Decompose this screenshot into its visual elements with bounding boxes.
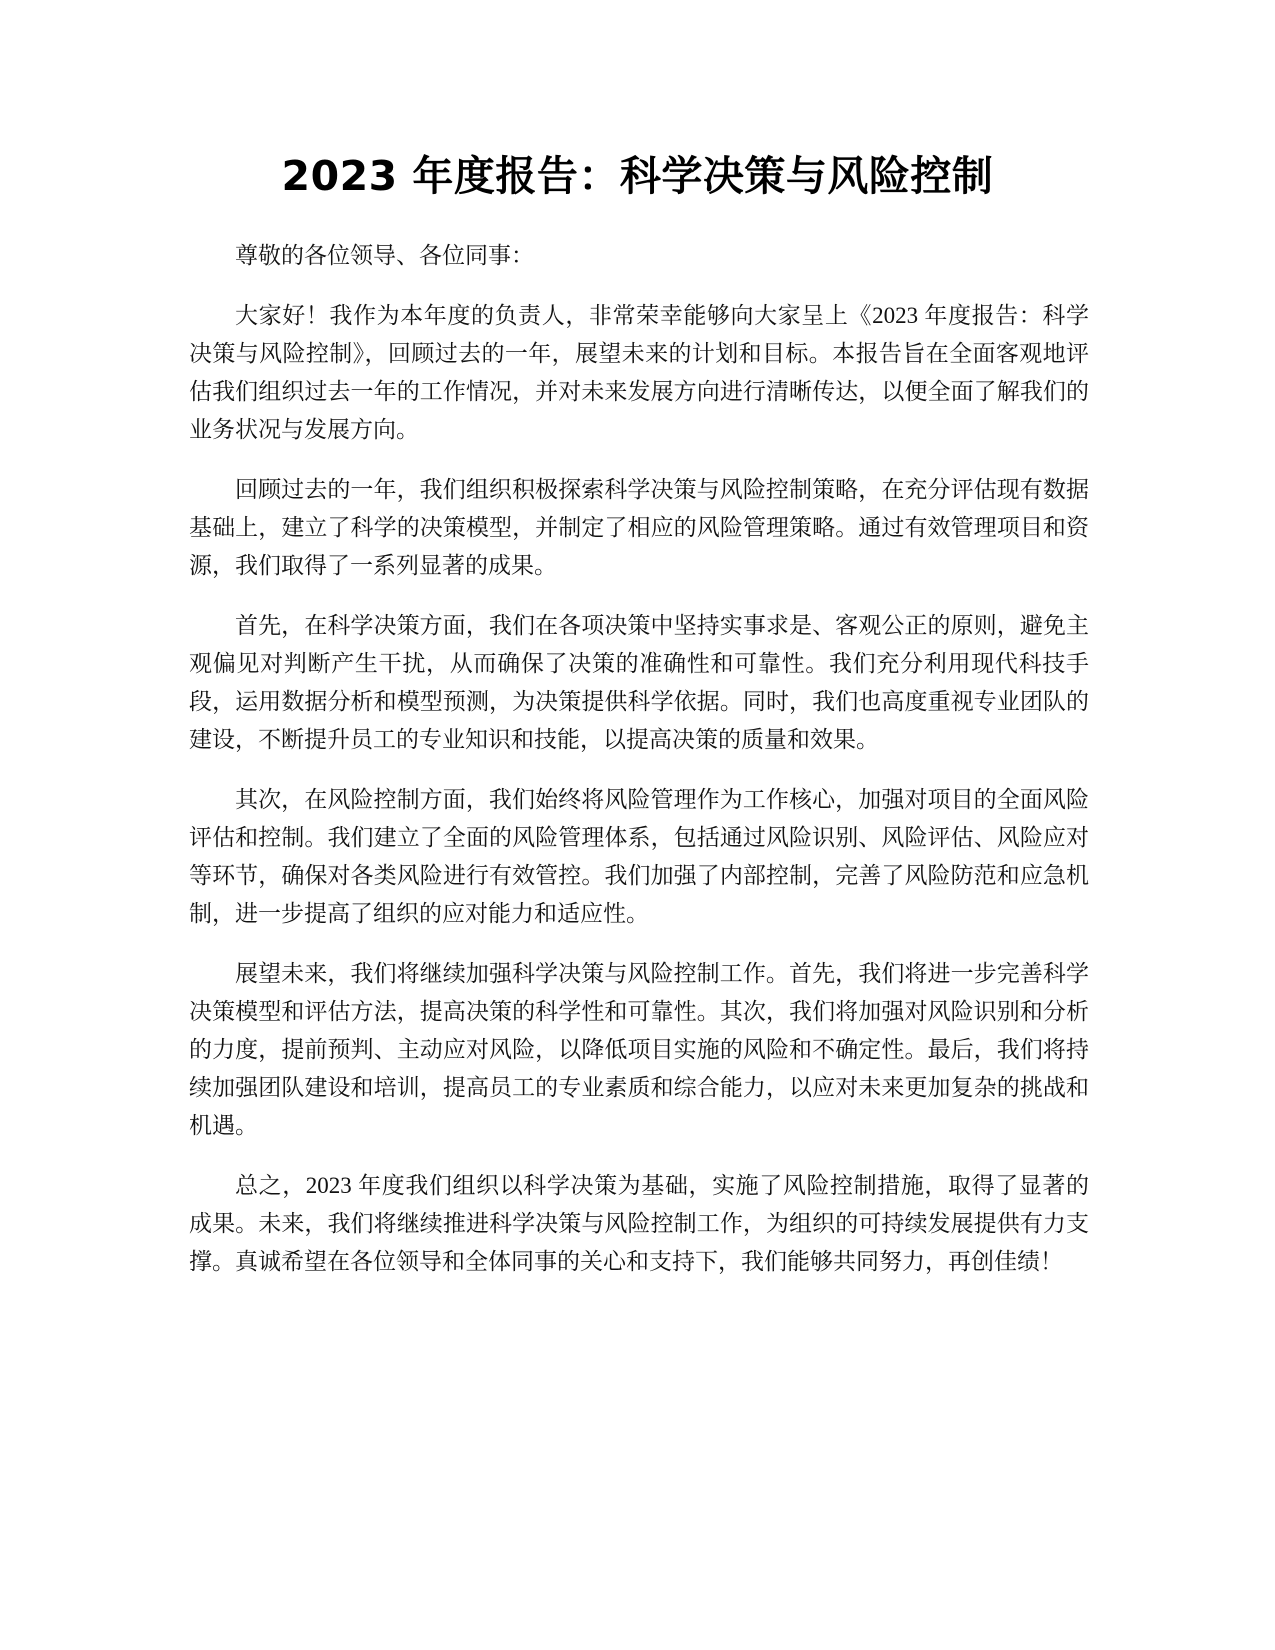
document-title: 2023 年度报告：科学决策与风险控制 bbox=[281, 152, 994, 200]
paragraph-conclusion: 总之，2023 年度我们组织以科学决策为基础，实施了风险控制措施，取得了显著的成果。未来，我们将继续推进科学决策与风险控制工作，为组织的可持续发展提供有力支撑。真诚希望在各位领导和全体同事的关心和支持下，我们能够共同努力，再创佳绩！ bbox=[189, 1173, 1089, 1274]
paragraph-review: 回顾过去的一年，我们组织积极探索科学决策与风险控制策略，在充分评估现有数据基础上，建立了科学的决策模型，并制定了相应的风险管理策略。通过有效管理项目和资源，我们取得了一系列显著的成果。 bbox=[189, 477, 1089, 578]
paragraph-intro: 大家好！我作为本年度的负责人，非常荣幸能够向大家呈上《2023 年度报告：科学决策与风险控制》，回顾过去的一年，展望未来的计划和目标。本报告旨在全面客观地评估我们组织过去一年的工作情况，并对未来发展方向进行清晰传达，以便全面了解我们的业务状况与发展方向。 bbox=[189, 303, 1089, 442]
paragraph-risk-control: 其次，在风险控制方面，我们始终将风险管理作为工作核心，加强对项目的全面风险评估和控制。我们建立了全面的风险管理体系，包括通过风险识别、风险评估、风险应对等环节，确保对各类风险进行有效管控。我们加强了内部控制，完善了风险防范和应急机制，进一步提高了组织的应对能力和适应性。 bbox=[189, 787, 1089, 926]
document-body bbox=[189, 237, 1089, 1303]
salutation: 尊敬的各位领导、各位同事： bbox=[235, 243, 534, 268]
paragraph-outlook: 展望未来，我们将继续加强科学决策与风险控制工作。首先，我们将进一步完善科学决策模型和评估方法，提高决策的科学性和可靠性。其次，我们将加强对风险识别和分析的力度，提前预判、主动应对风险，以降低项目实施的风险和不确定性。最后，我们将持续加强团队建设和培训，提高员工的专业素质和综合能力，以应对未来更加复杂的挑战和机遇。 bbox=[189, 961, 1089, 1138]
paragraph-decision-making: 首先，在科学决策方面，我们在各项决策中坚持实事求是、客观公正的原则，避免主观偏见对判断产生干扰，从而确保了决策的准确性和可靠性。我们充分利用现代科技手段，运用数据分析和模型预测，为决策提供科学依据。同时，我们也高度重视专业团队的建设，不断提升员工的专业知识和技能，以提高决策的质量和效果。 bbox=[189, 613, 1089, 752]
